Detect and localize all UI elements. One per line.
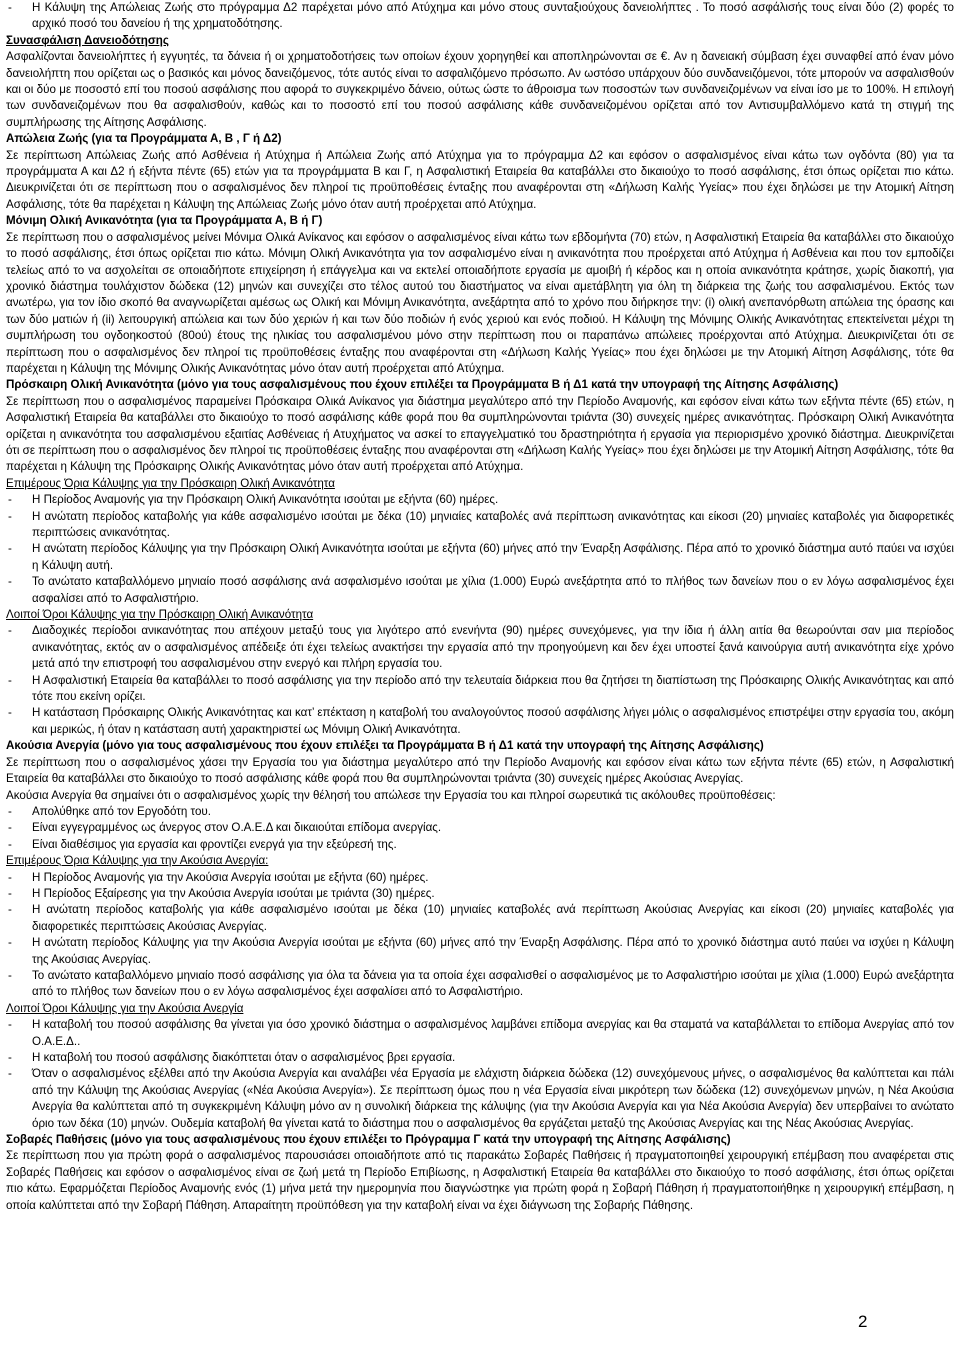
bullet-dash: - — [8, 1018, 12, 1032]
page-number: 2 — [858, 1312, 868, 1331]
list-item-text: Απολύθηκε από τον Εργοδότη του. — [32, 804, 211, 818]
bullet-dash: - — [8, 493, 12, 507]
list-item-text: Η καταβολή του ποσού ασφάλισης διακόπτεται όταν ο ασφαλισμένος βρει εργασία. — [32, 1051, 456, 1064]
list-item — [6, 623, 954, 672]
list-item-text: Η κατάσταση Πρόσκαιρης Ολικής Ανικανότητας και κατ’ επέκταση η καταβολή του αναλογούντος ποσού ασφάλισης λήγει μόλις ο ασφαλισμένος επιστρέψει στην εργασία του, ακόμη και μερικώς, ή όταν η κατάσταση αυτή χαρακτηριστεί ως Μόνιμη Ολική Ανικανότητα. — [32, 706, 954, 736]
bullet-dash: - — [8, 1067, 12, 1081]
list-item-text: Διαδοχικές περίοδοι ανικανότητας που απέχουν μεταξύ τους για λιγότερο από ενενήντα (90) ημέρες συνεχόμενες, για την ίδια ή άλλη αιτία θα θεωρούνται σαν μια περίοδος ανικανότητας, εκτός αν ο ασφαλισμένος απέδειξε ότι έχει τελείως ανακτήσει την εργασία από την προηγούμενη και δεν έχει υποστεί ξανά καινούργια αυτή ανικανότητα είχε χρόνο μετά από την επιστροφή του ασφαλισμένου στην ενεργό και πλήρη εργασία του. — [32, 624, 954, 671]
list-item — [6, 492, 954, 508]
list-item — [6, 820, 954, 836]
bullet-dash: - — [8, 542, 12, 556]
bullet-dash: - — [8, 870, 12, 884]
list-item — [6, 870, 954, 886]
section-heading: Ακούσια Ανεργία (μόνο για τους ασφαλισμένους που έχουν επιλέξει τα Προγράμματα Β ή Δ1 κατά την υπογραφή της Αίτησης Ασφάλισης) — [6, 739, 764, 753]
bullet-dash: - — [8, 903, 12, 917]
list-item — [6, 804, 954, 820]
list-item-text: Η καταβολή του ποσού ασφάλισης θα γίνεται για όσο χρονικό διάστημα ο ασφαλισμένος λαμβάνει επίδομα ανεργίας και θα σταματά να καταβάλλεται το επίδομα Ανεργίας από τον Ο.Α.Ε.Δ.. — [32, 1018, 954, 1048]
list-item — [6, 673, 954, 706]
subsection-heading: Λοιποί Όροι Κάλυψης για την Πρόσκαιρη Ολική Ανικανότητα — [6, 608, 314, 622]
subsection-heading: Επιμέρους Όρια Κάλυψης για την Πρόσκαιρη Ολική Ανικανότητα — [6, 476, 335, 490]
bullet-dash: - — [8, 706, 12, 720]
list-item-text: Η Περίοδος Αναμονής για την Πρόσκαιρη Ολική Ανικανότητα ισούται με εξήντα (60) ημέρες. — [32, 493, 499, 507]
subsection-heading: Επιμέρους Όρια Κάλυψης για την Ακούσια Ανεργία: — [6, 854, 269, 868]
paragraph: Σε περίπτωση που για πρώτη φορά ο ασφαλισμένος παρουσιάσει οποιαδήποτε από τις παρακάτω Σοβαρές Παθήσεις ή πραγματοποιηθεί χειρουργική επέμβαση που αναφέρεται στις Σοβαρές Παθήσεις και εφόσον ο ασφαλισμένος είναι σε ζωή μετά τη Περίοδο Επιβίωσης, η Ασφαλιστική Εταιρεία θα καταβάλλει στο δικαιούχο το ποσό ασφάλισης, έτσι όπως ορίζεται πιο κάτω. Εφαρμόζεται Περίοδος Αναμονής ενός (1) μήνα μετά την ημερομηνία που διαγνώστηκε για πρώτη φορά η Σοβαρή Πάθηση ή πραγματοποιήθηκε η χειρουργική επέμβαση, η οποία καλύπτεται από την Σοβαρή Πάθηση. Απαραίτητη προϋπόθεση για την καταβολή είναι να έχει διάγνωση της Σοβαρής Πάθησης. — [6, 1149, 954, 1212]
paragraph: Ακούσια Ανεργία θα σημαίνει ότι ο ασφαλισμένος χωρίς την θέλησή του απώλεσε την Εργασία του και πληροί σωρευτικά τις ακόλουθες προϋποθέσεις: — [6, 788, 776, 802]
list-item — [6, 541, 954, 574]
paragraph: Σε περίπτωση που ο ασφαλισμένος χάσει την Εργασία του για διάστημα μεγαλύτερο από την Περίοδο Αναμονής και εφόσον είναι κάτω των εξήντα πέντε (65) ετών, η Ασφαλιστική Εταιρεία θα καταβάλλει στο δικαιούχο το ποσό ασφάλισης κάθε φορά που θα συμπληρώνονται τριάντα (30) συνεχείς ημέρες Ακούσιας Ανεργίας. — [6, 755, 954, 786]
bullet-dash: - — [8, 1051, 12, 1064]
paragraph: Σε περίπτωση που ο ασφαλισμένος μείνει Μόνιμα Ολικά Ανίκανος και εφόσον ο ασφαλισμένος είναι κάτω των εβδομήντα (70) ετών, η Ασφαλιστική Εταιρεία θα καταβάλλει στο δικαιούχο το ποσό ασφάλισης, έτσι όπως ορίζεται πιο κάτω. Μόνιμη Ολική Ανικανότητα για τον ασφαλισμένο είναι η ανικανότητα που προέρχεται από Ατύχημα ή Ασθένεια και που τον εμποδίζει τελείως από το να ασχολείται σε οποιαδήποτε επιχείρηση ή επάγγελμα και να εκτελεί οποιαδήποτε εργασία με αμοιβή ή κέρδος και η οποία ανικανότητα κράτησε, χωρίς διακοπή, για χρονικό διάστημα τουλάχιστον δώδεκα (12) μηνών και συνεχίζει στο τέλος αυτού του διαστήματος να είναι αμετάβλητη για όλη τη διάρκεια της ζωής του ασφαλισμένου. Εκτός των ανωτέρω, για τον ίδιο σκοπό θα αναγνωρίζεται αμέσως ως Ολική και Μόνιμη Ανικανότητα, ανεξάρτητα από το χρόνο που διήρκησε την: (i) ολική ανεπανόρθωτη απώλεια της όρασης και των δύο ματιών ή (ii) λειτουργική απώλεια και των δύο χεριών ή και των δύο ποδιών ή ενός χεριού και ενός ποδιού. Η Κάλυψη της Μόνιμης Ολικής Ανικανότητας επεκτείνεται μέχρι τη συμπλήρωση του ογδοηκοστού (80ού) έτους της ηλικίας του ασφαλισμένου μόνο στην περίπτωση που οι παραπάνω απώλειες προέρχονται από Ατύχημα. Διευκρινίζεται ότι σε περίπτωση που ο ασφαλισμένος δεν πληροί τις προϋποθέσεις ένταξης που αναφέρονται στη «Δήλωση Καλής Υγείας» που έχει δηλώσει με την Ατομική Αίτηση Ασφάλισης, τότε θα παρέχεται η Κάλυψη της Μόνιμης Ολικής Ανικανότητας μόνο όταν αυτή προέρχεται από Ατύχημα. — [6, 230, 954, 375]
list-item — [6, 1017, 954, 1050]
list-item-text: Όταν ο ασφαλισμένος εξέλθει από την Ακούσια Ανεργία και αναλάβει νέα Εργασία με ελάχιστη διάρκεια δώδεκα (12) συνεχόμενους μήνες, ο ασφαλισμένος θα καλύπτεται και πάλι από την Κάλυψη της Ακούσιας Ανεργίας («Νέα Ακούσια Ανεργία»). Σε περίπτωση όμως που η νέα Εργασία είναι μικρότερη των δώδεκα (12) συνεχόμενων μηνών, η Νέα Ακούσια Ανεργία θα καλύπτεται από τη συγκεκριμένη Κάλυψη μόνο αν η συνολική διάρκεια της κάλυψης (για την Ακούσια Ανεργία και για Νέα Ακούσια Ανεργία) δεν υπερβαίνει το ανώτατο όριο των δέκα (10) μηνών. Ουδεμία καταβολή θα γίνεται κατά το διάστημα που ο ασφαλισμένος θα εργάζεται μεταξύ της Ακούσιας Ανεργίας και της Νέας Ακούσιας Ανεργίας. — [32, 1067, 954, 1130]
list-item-text: Είναι εγγεγραμμένος ως άνεργος στον Ο.Α.Ε.Δ και δικαιούται επίδομα ανεργίας. — [32, 821, 442, 835]
list-item — [6, 837, 954, 853]
list-item-text: Η Ασφαλιστική Εταιρεία θα καταβάλλει το ποσό ασφάλισης για την περίοδο από την τελευταία διάρκεια που θα ζητήσει τη διαπίστωση της Πρόσκαιρης Ολικής Ανικανότητας και από τότε που εκείνη ορίζει. — [32, 673, 954, 704]
list-item — [6, 935, 954, 968]
list-item-text: Είναι διαθέσιμος για εργασία και φροντίζει ενεργά για την εξεύρεσή της. — [32, 837, 397, 851]
bullet-dash: - — [8, 821, 12, 835]
list-item — [6, 1050, 954, 1066]
list-item — [6, 705, 954, 738]
paragraph: Σε περίπτωση Απώλειας Ζωής από Ασθένεια ή Ατύχημα ή Απώλεια Ζωής από Ατύχημα για το πρόγραμμα Δ2 και εφόσον ο ασφαλισμένος είναι κάτω των ογδόντα (80) για τα προγράμματα Α και Δ2 ή εξήντα πέντε (65) ετών για τα προγράμματα Β και Γ, η Ασφαλιστική Εταιρεία θα καταβάλλει στο δικαιούχο το ποσό ασφάλισης, έτσι όπως ορίζεται πιο κάτω. Διευκρινίζεται ότι σε περίπτωση που ο ασφαλισμένος δεν πληροί τις προϋποθέσεις ένταξης που αναφέρονται στη «Δήλωση Καλής Υγείας» που έχει δηλώσει με την Ατομική Αίτηση Ασφάλισης, τότε θα παρέχεται η Κάλυψη της Απώλειας Ζωής μόνο όταν αυτή προέρχεται από Ατύχημα. — [6, 148, 954, 211]
list-item — [6, 968, 954, 1001]
section-heading: Απώλεια Ζωής (για τα Προγράμματα Α, Β , Γ ή Δ2) — [6, 132, 282, 146]
list-item-text: Η Περίοδος Αναμονής για την Ακούσια Ανεργία ισούται με εξήντα (60) ημέρες. — [32, 870, 429, 884]
paragraph: Ασφαλίζονται δανειολήπτες ή εγγυητές, τα δάνεια ή οι χρηματοδοτήσεις των οποίων έχουν χορηγηθεί και αποπληρώνονται σε €. Αν η δανειακή σύμβαση έχει συναφθεί από έναν μόνο δανειολήπτη που ορίζεται ως ο βασικός και μόνος δανειζόμενος, τότε αυτός είναι το ασφαλιζόμενο πρόσωπο. Αν ωστόσο υπάρχουν δύο συνδανειζόμενοι, τότε μπορούν να ασφαλισθούν και οι δύο με ποσοστό επί του ποσού ασφάλισης που αφορά το συγκεκριμένο δάνειο, ούτως ώστε το άθροισμα των ποσοστών των συνδανειζομένων να είναι ίσο με το 100%. Η επιλογή των συνδανειζομένων που θα ασφαλισθούν, καθώς και το ποσοστό επί του ποσού ασφάλισης κάθε συνδανειζομένου ορίζεται από τον Αντισυμβαλλόμενο κατά τη στιγμή της συμπλήρωσης της Αίτησης Ασφάλισης. — [6, 50, 954, 129]
list-item — [6, 574, 954, 607]
bullet-dash: - — [8, 837, 12, 851]
list-item — [6, 902, 954, 935]
list-item — [6, 509, 954, 542]
list-item-text: Το ανώτατο καταβαλλόμενο μηνιαίο ποσό ασφάλισης για όλα τα δάνεια για τα οποία έχει ασφαλισθεί ο ασφαλισμένος με το Ασφαλιστήριο ισούται με χίλια (1.000) Ευρώ ανεξάρτητα από το πλήθος των δανείων που ο εν λόγω ασφαλισμένος έχει ασφαλίσει από το Ασφαλιστήριο. — [32, 968, 954, 999]
bullet-dash: - — [8, 575, 12, 589]
list-item — [6, 1066, 954, 1132]
bullet-dash: - — [8, 624, 12, 638]
section-heading: Συνασφάλιση Δανειοδότησης — [6, 33, 169, 47]
list-item-text: Η Κάλυψη της Απώλειας Ζωής στο πρόγραμμα Δ2 παρέχεται μόνο από Ατύχημα και μόνο στους συνταξιούχους δανειολήπτες . Το ποσό ασφάλισής τους είναι δύο (2) φορές το αρχικό ποσό του δανείου ή της χρηματοδότησης. — [32, 1, 954, 31]
list-item-text: Η ανώτατη περίοδος καταβολής για κάθε ασφαλισμένο ισούται με δέκα (10) μηνιαίες καταβολές ανά περίπτωση ανικανότητας και είκοσι (20) μηνιαίες καταβολές για διαφορετικές περιπτώσεις ανικανότητας. — [32, 509, 954, 539]
list-item-text: Η ανώτατη περίοδος Κάλυψης για την Πρόσκαιρη Ολική Ανικανότητα ισούται με εξήντα (60) μήνες από την Έναρξη Ασφάλισης. Πέρα από το χρονικό διάστημα αυτό παύει να ισχύει η Κάλυψη αυτή. — [32, 542, 954, 572]
list-item-text: Η Περίοδος Εξαίρεσης για την Ακούσια Ανεργία ισούται με τριάντα (30) ημέρες. — [32, 886, 435, 900]
paragraph: Σε περίπτωση που ο ασφαλισμένος παραμείνει Πρόσκαιρα Ολικά Ανίκανος για διάστημα μεγαλύτερο από την Περίοδο Αναμονής, και εφόσον είναι κάτω των εξήντα πέντε (65) ετών, η Ασφαλιστική Εταιρεία θα καταβάλλει στο δικαιούχο το ποσό ασφάλισης κάθε φορά που θα συμπληρώνονται τριάντα (30) συνεχείς ημέρες ανικανότητας. Πρόσκαιρη Ολική Ανικανότητα ορίζεται η ανικανότητα του ασφαλισμένου εξαιτίας Ασθένειας ή Ατυχήματος να ασκεί το επαγγελματικό του δραστηριότητα ή εργασία για περιορισμένο χρονικό διάστημα. Διευκρινίζεται ότι σε περίπτωση που ο ασφαλισμένος δεν πληροί τις προϋποθέσεις ένταξης που αναφέρονται στη «Δήλωση Καλής Υγείας» που έχει δηλώσει με την Ατομική Αίτηση Ασφάλισης, τότε θα παρέχεται η Κάλυψη της Πρόσκαιρης Ολικής Ανικανότητας μόνο όταν αυτή προέρχεται από Ατύχημα. — [6, 394, 954, 474]
list-item-text: Η ανώτατη περίοδος καταβολής για κάθε ασφαλισμένο ισούται με δέκα (10) μηνιαίες καταβολές ανά περίπτωση Ακούσιας Ανεργίας και είκοσι (20) μηνιαίες καταβολές για διαφορετικές περιπτώσεις Ακούσιας Ανεργίας. — [32, 903, 954, 933]
bullet-dash: - — [8, 509, 12, 523]
list-item-text: Το ανώτατο καταβαλλόμενο μηνιαίο ποσό ασφάλισης ανά ασφαλισμένο ισούται με χίλια (1.000) Ευρώ ανεξάρτητα από το πλήθος των δανείων που ο εν λόγω ασφαλισμένος έχει ασφαλίσει από το Ασφαλιστήριο. — [32, 575, 954, 605]
bullet-dash: - — [8, 968, 12, 982]
bullet-dash: - — [8, 886, 12, 900]
list-item — [6, 0, 954, 33]
list-item — [6, 886, 954, 902]
document-body — [6, 0, 954, 1214]
bullet-dash: - — [8, 936, 12, 950]
bullet-dash: - — [8, 1, 12, 14]
bullet-dash: - — [8, 804, 12, 818]
bullet-dash: - — [8, 673, 12, 687]
section-heading: Πρόσκαιρη Ολική Ανικανότητα (μόνο για τους ασφαλισμένους που έχουν επιλέξει τα Προγράμματα Β ή Δ1 κατά την υπογραφή της Αίτησης Ασφάλισης) — [6, 378, 839, 392]
list-item-text: Η ανώτατη περίοδος Κάλυψης για την Ακούσια Ανεργία ισούται με εξήντα (60) μήνες από την Έναρξη Ασφάλισης. Πέρα από το χρονικό διάστημα αυτό παύει να ισχύει η Κάλυψη της Ακούσιας Ανεργίας. — [32, 936, 954, 966]
section-heading: Μόνιμη Ολική Ανικανότητα (για τα Προγράμματα Α, Β ή Γ) — [6, 214, 323, 228]
section-heading: Σοβαρές Παθήσεις (μόνο για τους ασφαλισμένους που έχουν επιλέξει το Πρόγραμμα Γ κατά την υπογραφή της Αίτησης Ασφάλισης) — [6, 1133, 731, 1147]
subsection-heading: Λοιποί Όροι Κάλυψης για την Ακούσια Ανεργία — [6, 1001, 244, 1015]
